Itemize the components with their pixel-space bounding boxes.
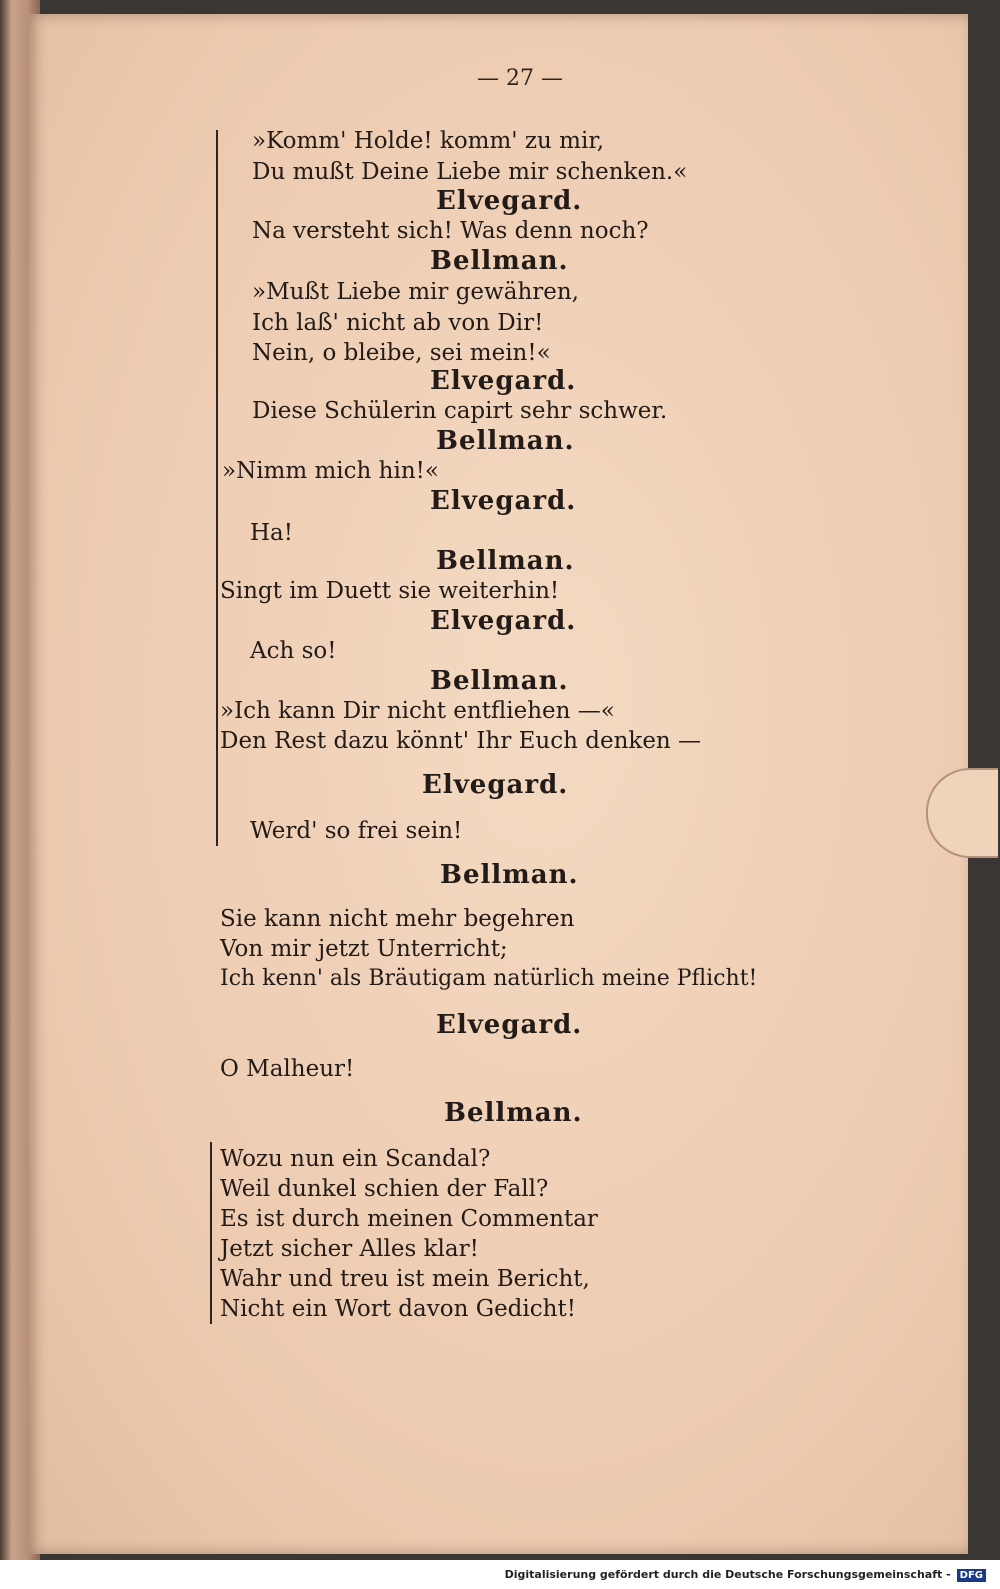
verse-bracket-upper [216,130,218,846]
speaker-name: Bellman. [444,1098,583,1128]
verse-line: Wozu nun ein Scandal? [220,1146,491,1172]
verse-line: Werd' so frei sein! [250,818,463,844]
verse-line: Ach so! [250,638,337,664]
speaker-name: Elvegard. [430,366,577,396]
verse-line: Den Rest dazu könnt' Ihr Euch denken — [220,728,702,754]
verse-line: Es ist durch meinen Commentar [220,1206,598,1232]
speaker-name: Bellman. [430,246,569,276]
page-number: — 27 — [477,66,563,91]
footer-text: Digitalisierung gefördert durch die Deutsche Forschungsgemeinschaft - [504,1568,951,1581]
verse-line: Diese Schülerin capirt sehr schwer. [252,398,668,424]
verse-line: »Komm' Holde! komm' zu mir, [252,128,605,154]
verse-line: Von mir jetzt Unterricht; [220,936,508,962]
verse-line: Jetzt sicher Alles klar! [220,1236,479,1262]
verse-line: Singt im Duett sie weiterhin! [220,578,560,604]
verse-line: »Mußt Liebe mir gewähren, [252,279,579,305]
verse-line: Nein, o bleibe, sei mein!« [252,340,551,366]
verse-line: »Ich kann Dir nicht entfliehen —« [220,698,615,724]
speaker-name: Bellman. [436,426,575,456]
speaker-name: Elvegard. [430,486,577,516]
verse-line: Weil dunkel schien der Fall? [220,1176,549,1202]
speaker-name: Bellman. [430,666,569,696]
verse-line: Nicht ein Wort davon Gedicht! [220,1296,576,1322]
verse-line: Ich kenn' als Bräutigam natürlich meine Pflicht! [220,966,758,991]
verse-line: Ich laß' nicht ab von Dir! [252,310,544,336]
verse-line: Du mußt Deine Liebe mir schenken.« [252,159,688,185]
dfg-logo: DFG [957,1569,986,1582]
digitization-footer [0,1560,1000,1589]
speaker-name: Elvegard. [422,770,569,800]
verse-line: »Nimm mich hin!« [222,458,439,484]
speaker-name: Bellman. [436,546,575,576]
verse-line: Na versteht sich! Was denn noch? [252,218,649,244]
verse-bracket-lower [210,1142,212,1324]
verse-line: Ha! [250,520,294,546]
speaker-name: Elvegard. [430,606,577,636]
verse-line: O Malheur! [220,1056,355,1082]
speaker-name: Bellman. [440,860,579,890]
speaker-name: Elvegard. [436,186,583,216]
speaker-name: Elvegard. [436,1010,583,1040]
verse-line: Wahr und treu ist mein Bericht, [220,1266,590,1292]
verse-line: Sie kann nicht mehr begehren [220,906,575,932]
